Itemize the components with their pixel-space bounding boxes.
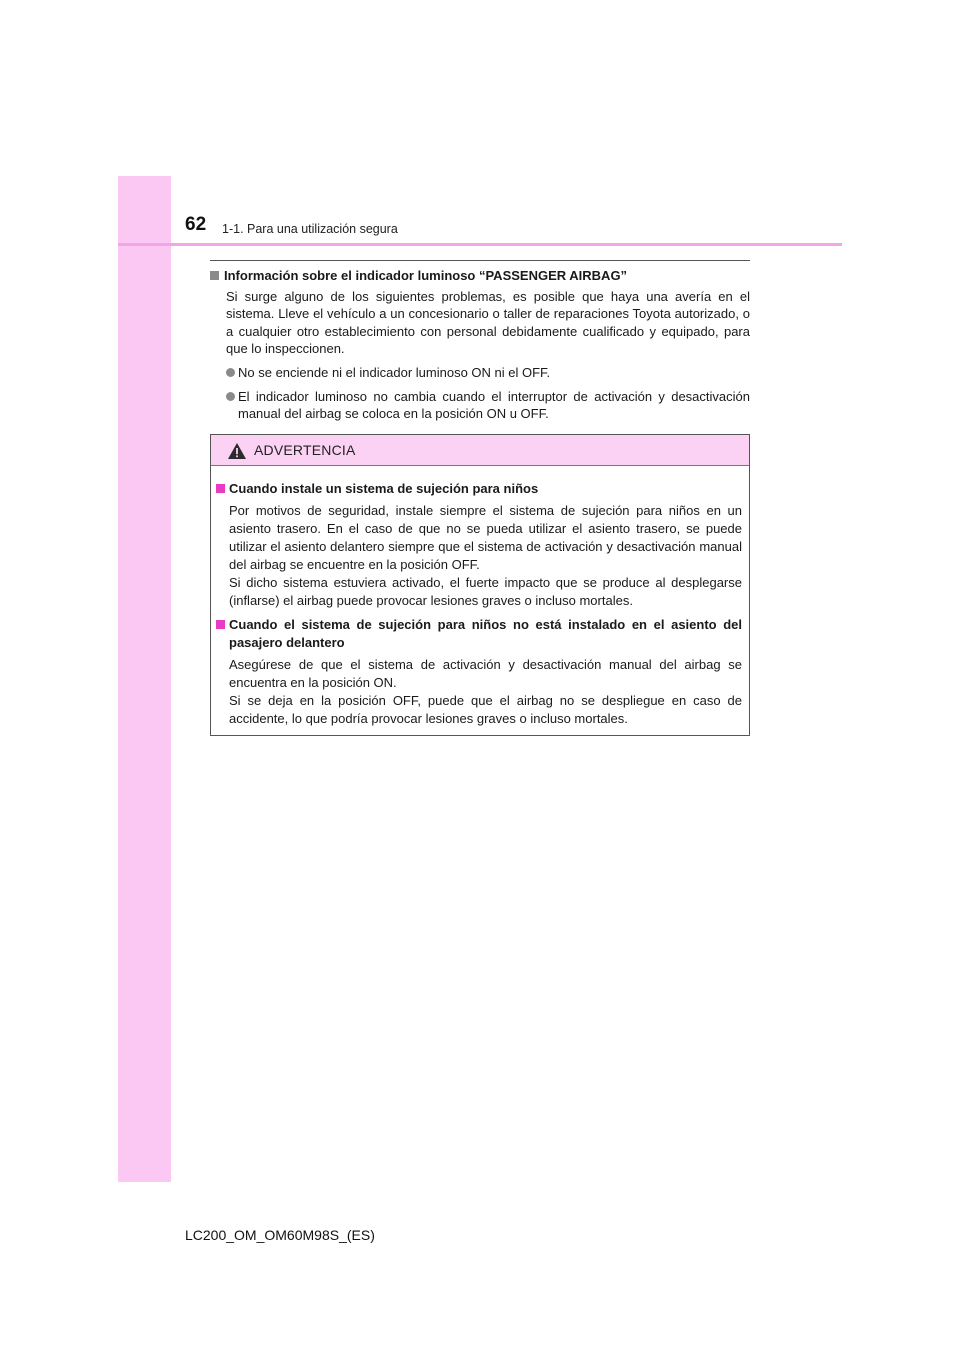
warning-item-text: Por motivos de seguridad, instale siempre el sistema de sujeción para niños en un asiento trasero. En el caso de que no se pueda utilizar el asiento trasero, se puede utilizar el asiento delantero siempre que el sistema de activación y desactivación manual del airbag se encuentre en la posición OFF. Si dicho sistema estuviera activado, el fuerte impacto que se produce al desplegarse (inflarse) el airbag puede provocar lesiones graves o incluso mortales. [229, 503, 742, 608]
warning-box [210, 434, 750, 736]
warning-triangle-icon [227, 442, 247, 460]
document-code: LC200_OM_OM60M98S_(ES) [185, 1227, 375, 1243]
section-title: 1-1. Para una utilización segura [222, 222, 398, 236]
warning-title: ADVERTENCIA [254, 442, 356, 458]
warning-item-heading: Cuando el sistema de sujeción para niños no está instalado en el asiento del pasajero delantero [216, 616, 742, 652]
list-item: El indicador luminoso no cambia cuando el interruptor de activación y desactivación manual del airbag se coloca en la posición ON u OFF. [226, 388, 750, 423]
warning-item-heading: Cuando instale un sistema de sujeción para niños [216, 480, 742, 498]
content-rule [210, 260, 750, 261]
warning-item [216, 480, 742, 610]
warning-item-text: Asegúrese de que el sistema de activación y desactivación manual del airbag se encuentra en la posición ON. Si se deja en la posición OFF, puede que el airbag no se despliegue en caso de accidente, lo que podría provocar lesiones graves o incluso mortales. [229, 657, 742, 726]
page-number: 62 [185, 214, 207, 235]
info-heading: Información sobre el indicador luminoso “PASSENGER AIRBAG” [210, 267, 750, 285]
list-item: No se enciende ni el indicador luminoso ON ni el OFF. [226, 364, 750, 382]
warning-item [216, 616, 742, 728]
header-rule [118, 243, 842, 246]
warning-header [211, 435, 749, 466]
square-bullet-icon [210, 271, 219, 280]
info-section [210, 267, 750, 429]
round-bullet-icon [226, 368, 235, 377]
warning-body [211, 466, 749, 728]
side-tab-band [118, 176, 171, 1182]
square-bullet-icon [216, 484, 225, 493]
square-bullet-icon [216, 620, 225, 629]
info-bullet-list [210, 364, 750, 423]
round-bullet-icon [226, 392, 235, 401]
info-paragraph: Si surge alguno de los siguientes problemas, es posible que haya una avería en el sistema. Lleve el vehículo a un concesionario o taller de reparaciones Toyota autorizado, o a cualquier otro establecimiento con personal debidamente cualificado y equipado, para que lo inspeccionen. [226, 288, 750, 357]
